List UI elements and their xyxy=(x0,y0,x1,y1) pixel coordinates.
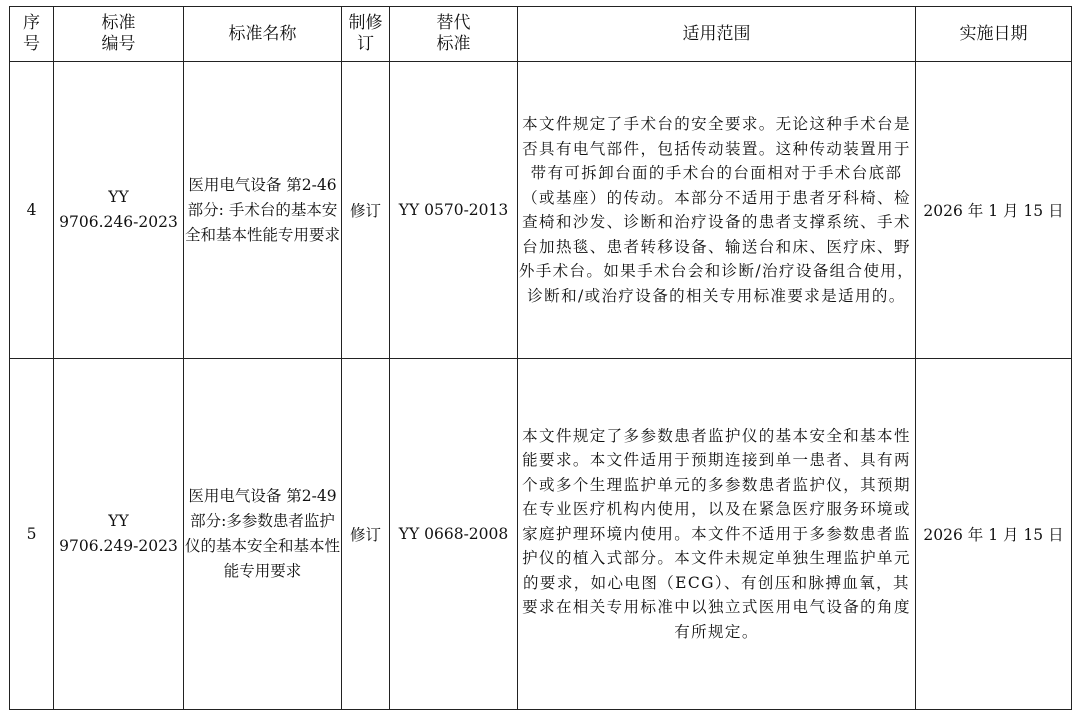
standard-code-prefix: YY xyxy=(108,512,129,530)
replaced-standard: YY 0668-2008 xyxy=(390,359,518,710)
table-row xyxy=(10,359,1072,710)
header-type-line1: 制修 xyxy=(348,13,383,33)
header-date: 实施日期 xyxy=(916,7,1072,62)
revision-type: 修订 xyxy=(342,359,390,710)
effective-date: 2026 年 1 月 15 日 xyxy=(916,62,1072,359)
standard-name: 医用电气设备 第2-49 部分:多参数患者监护仪的基本安全和基本性能专用要求 xyxy=(184,359,342,710)
table-header-row xyxy=(10,7,1072,62)
scope-text: 本文件规定了多参数患者监护仪的基本安全和基本性能要求。本文件适用于预期连接到单一患者、具有两个或多个生理监护单元的多参数患者监护仪，其预期在专业医疗机构内使用，以及在紧急医疗服务环境或家庭护理环境内使用。本文件不适用于多参数患者监护仪的植入式部分。本文件未规定单独生理监护单元的要求，如心电图（ECG）、有创压和脉搏血氧，其要求在相关专用标准中以独立式医用电气设备的角度有所规定。 xyxy=(518,359,916,710)
header-replaced xyxy=(390,7,518,62)
standard-code xyxy=(54,359,184,710)
header-no-line1: 序 xyxy=(23,13,40,33)
header-code xyxy=(54,7,184,62)
revision-type: 修订 xyxy=(342,62,390,359)
header-type xyxy=(342,7,390,62)
standards-table xyxy=(9,6,1072,710)
header-scope: 适用范围 xyxy=(518,7,916,62)
scope-text: 本文件规定了手术台的安全要求。无论这种手术台是否具有电气部件，包括传动装置。这种传动装置用于带有可拆卸台面的手术台的台面相对于手术台底部（或基座）的传动。本部分不适用于患者牙科椅、检查椅和沙发、诊断和治疗设备的患者支撑系统、手术台加热毯、患者转移设备、输送台和床、医疗床、野外手术台。如果手术台会和诊断/治疗设备组合使用，诊断和/或治疗设备的相关专用标准要求是适用的。 xyxy=(518,62,916,359)
header-replaced-line1: 替代 xyxy=(436,13,471,33)
standard-name: 医用电气设备 第2-46 部分: 手术台的基本安全和基本性能专用要求 xyxy=(184,62,342,359)
standard-code-number: 9706.246-2023 xyxy=(59,213,178,231)
table-row xyxy=(10,62,1072,359)
standard-code-prefix: YY xyxy=(108,188,129,206)
header-name: 标准名称 xyxy=(184,7,342,62)
header-no-line2: 号 xyxy=(23,34,40,54)
header-code-line1: 标准 xyxy=(101,13,136,33)
row-number: 4 xyxy=(10,62,54,359)
row-number: 5 xyxy=(10,359,54,710)
header-code-line2: 编号 xyxy=(101,34,136,54)
header-replaced-line2: 标准 xyxy=(436,34,471,54)
effective-date: 2026 年 1 月 15 日 xyxy=(916,359,1072,710)
standard-code-number: 9706.249-2023 xyxy=(59,537,178,555)
replaced-standard: YY 0570-2013 xyxy=(390,62,518,359)
standard-code xyxy=(54,62,184,359)
header-type-line2: 订 xyxy=(357,34,374,54)
header-no xyxy=(10,7,54,62)
